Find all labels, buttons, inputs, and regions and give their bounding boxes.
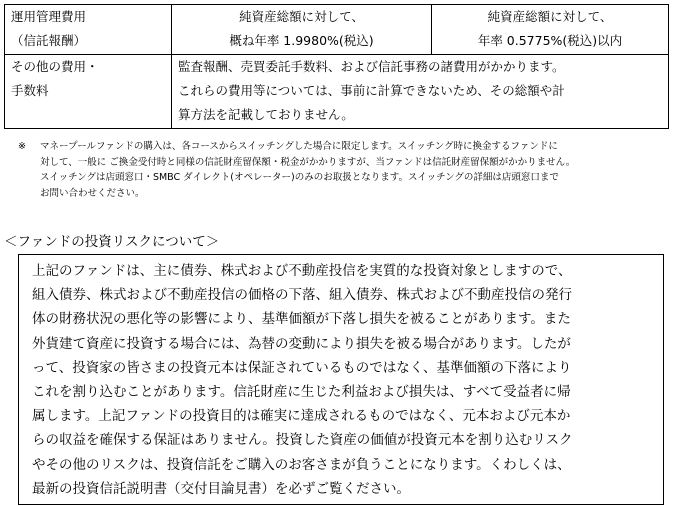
fee-value-cell <box>432 5 669 55</box>
fee-value-line: 年率 0.5775%(税込)以内 <box>477 33 623 48</box>
fee-label-cell <box>5 55 172 129</box>
note-mark: ※ <box>18 141 26 152</box>
risk-line: 外貨建て資産に投資する場合には、為替の変動により損失を被る場合があります。したが <box>32 335 571 352</box>
fee-row-other <box>5 55 669 129</box>
risk-line: これを割り込むことがあります。信託財産に生じた利益および損失は、すべて受益者に帰 <box>32 384 571 401</box>
fee-label-line: （信託報酬） <box>11 33 87 48</box>
risk-line: 組入債券、株式および不動産投信の価格の下落、組入債券、株式および不動産投信の発行 <box>32 287 572 304</box>
risk-line: 上記のファンドは、主に債券、株式および不動産投信を実質的な投資対象としますので、 <box>32 263 572 279</box>
risk-line: らの収益を確保する保証はありません。投資した資産の価値が投資元本を割り込むリスク <box>32 432 573 449</box>
note-line: 対して、一般に ご換金受付時と同様の信託財産留保額・税金がかかりますが、当ファンドは信託財産留保額がかかりません。 <box>40 156 576 168</box>
risk-line: やその他のリスクは、投資信託をご購入のお客さまが負うことになります。くわしくは、 <box>32 456 571 473</box>
note-body <box>40 139 575 201</box>
note-line: マネープールファンドの購入は、各コースからスイッチングした場合に限定します。スイッチング時に換金するファンドに <box>40 141 558 152</box>
risk-text-box <box>18 254 664 505</box>
fee-detail-line: これらの費用等については、事前に計算できないため、その総額や計 <box>178 83 565 98</box>
fee-label-line: その他の費用・ <box>11 59 99 74</box>
risk-line: って、投資家の皆さまの投資元本は保証されているものではなく、基準価額の下落により <box>32 359 572 376</box>
fee-value-line: 概ね年率 1.9980%(税込) <box>229 33 374 48</box>
risk-line: 体の財務状況の悪化等の影響により、基準価額が下落し損失を被ることがあります。また <box>32 311 571 328</box>
fee-label-cell <box>5 5 172 55</box>
fee-label-line: 運用管理費用 <box>11 9 87 24</box>
fee-detail-cell <box>172 55 669 129</box>
risk-section-title: ＜ファンドの投資リスクについて＞ <box>4 234 220 250</box>
note-line: スイッチングは店頭窓口・SMBC ダイレクト(オペレーター)のみのお取扱となります。スイッチングの詳細は店頭窓口まで <box>40 172 559 183</box>
risk-line: 最新の投資信託説明書（交付目論見書）を必ずご覧ください。 <box>32 480 410 497</box>
fee-row-management <box>5 5 669 55</box>
fee-value-line: 純資産総額に対して、 <box>239 9 364 24</box>
fee-detail-line: 監査報酬、売買委託手数料、および信託事務の諸費用がかかります。 <box>178 59 565 74</box>
fee-table <box>4 4 669 129</box>
fee-value-line: 純資産総額に対して、 <box>487 9 613 24</box>
note-line: お問い合わせください。 <box>40 187 145 199</box>
fee-value-cell <box>172 5 432 55</box>
risk-line: 属します。上記ファンドの投資目的は確実に達成されるものではなく、元本および元本か <box>32 408 571 425</box>
fee-detail-line: 算方法を記載しておりません。 <box>178 107 354 122</box>
fee-label-line: 手数料 <box>11 83 49 98</box>
